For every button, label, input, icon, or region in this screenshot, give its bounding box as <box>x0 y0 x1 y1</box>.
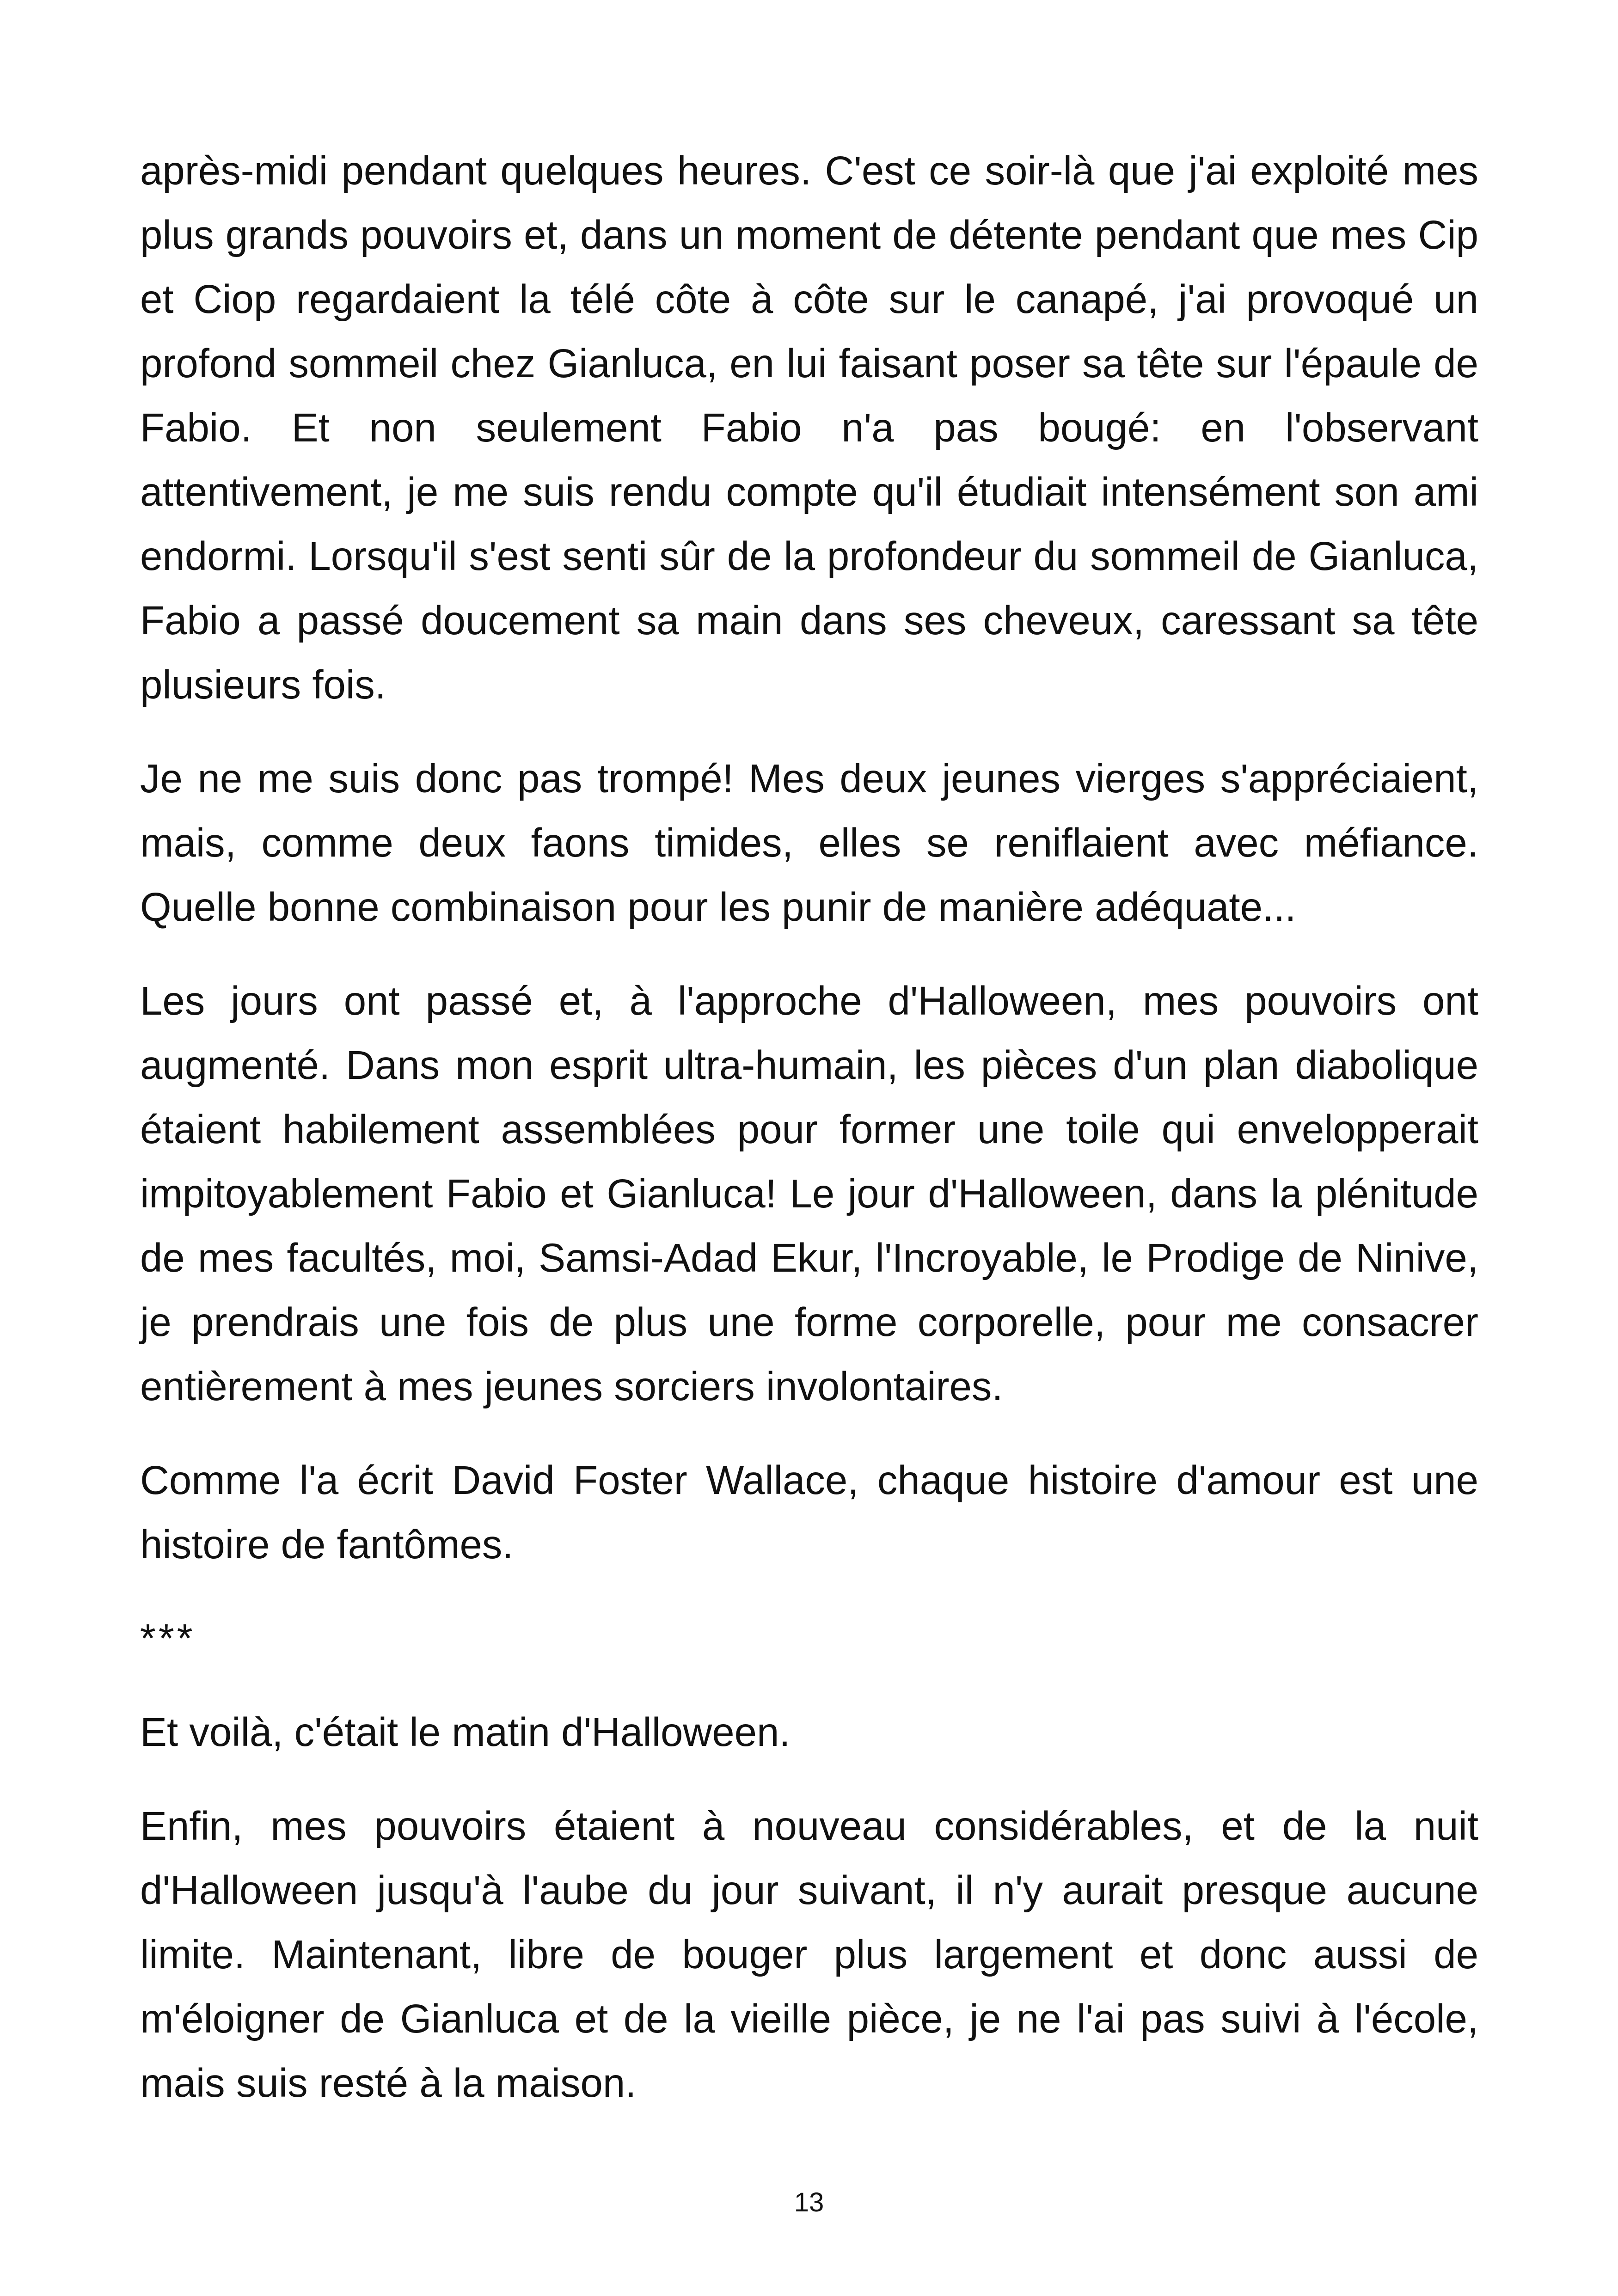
paragraph-1: après-midi pendant quelques heures. C'est ce soir-là que j'ai exploité mes plus grands pouvoirs et, dans un moment de détente pendant que mes Cip et Ciop regardaient la télé côte à côte sur le canapé, j'ai provoqué un profond sommeil chez Gianluca, en lui faisant poser sa tête sur l'épaule de Fabio. Et non seulement Fabio n'a pas bougé: en l'observant attentivement, je me suis rendu compte qu'il étudiait intensément son ami endormi. Lorsqu'il s'est senti sûr de la profondeur du sommeil de Gianluca, Fabio a passé doucement sa main dans ses cheveux, caressant sa tête plusieurs fois. <box>140 148 1478 707</box>
section-break: *** <box>140 1616 196 1661</box>
paragraph-4: Comme l'a écrit David Foster Wallace, chaque histoire d'amour est une histoire de fantômes. <box>140 1458 1478 1567</box>
paragraph-6: Enfin, mes pouvoirs étaient à nouveau considérables, et de la nuit d'Halloween jusqu'à l'aube du jour suivant, il n'y aurait presque aucune limite. Maintenant, libre de bouger plus largement et donc aussi de m'éloigner de Gianluca et de la vieille pièce, je ne l'ai pas suivi à l'école, mais suis resté à la maison. <box>140 1804 1478 2106</box>
body-text <box>140 139 1478 2145</box>
page-number: 13 <box>794 2187 824 2217</box>
paragraph-2: Je ne me suis donc pas trompé! Mes deux jeunes vierges s'appréciaient, mais, comme deux faons timides, elles se reniflaient avec méfiance. Quelle bonne combinaison pour les punir de manière adéquate... <box>140 756 1478 930</box>
paragraph-5: Et voilà, c'était le matin d'Halloween. <box>140 1710 791 1755</box>
paragraph-3: Les jours ont passé et, à l'approche d'Halloween, mes pouvoirs ont augmenté. Dans mon esprit ultra-humain, les pièces d'un plan diabolique étaient habilement assemblées pour former une toile qui envelopperait impitoyablement Fabio et Gianluca! Le jour d'Halloween, dans la plénitude de mes facultés, moi, Samsi-Adad Ekur, l'Incroyable, le Prodige de Ninive, je prendrais une fois de plus une forme corporelle, pour me consacrer entièrement à mes jeunes sorciers involontaires. <box>140 979 1478 1409</box>
